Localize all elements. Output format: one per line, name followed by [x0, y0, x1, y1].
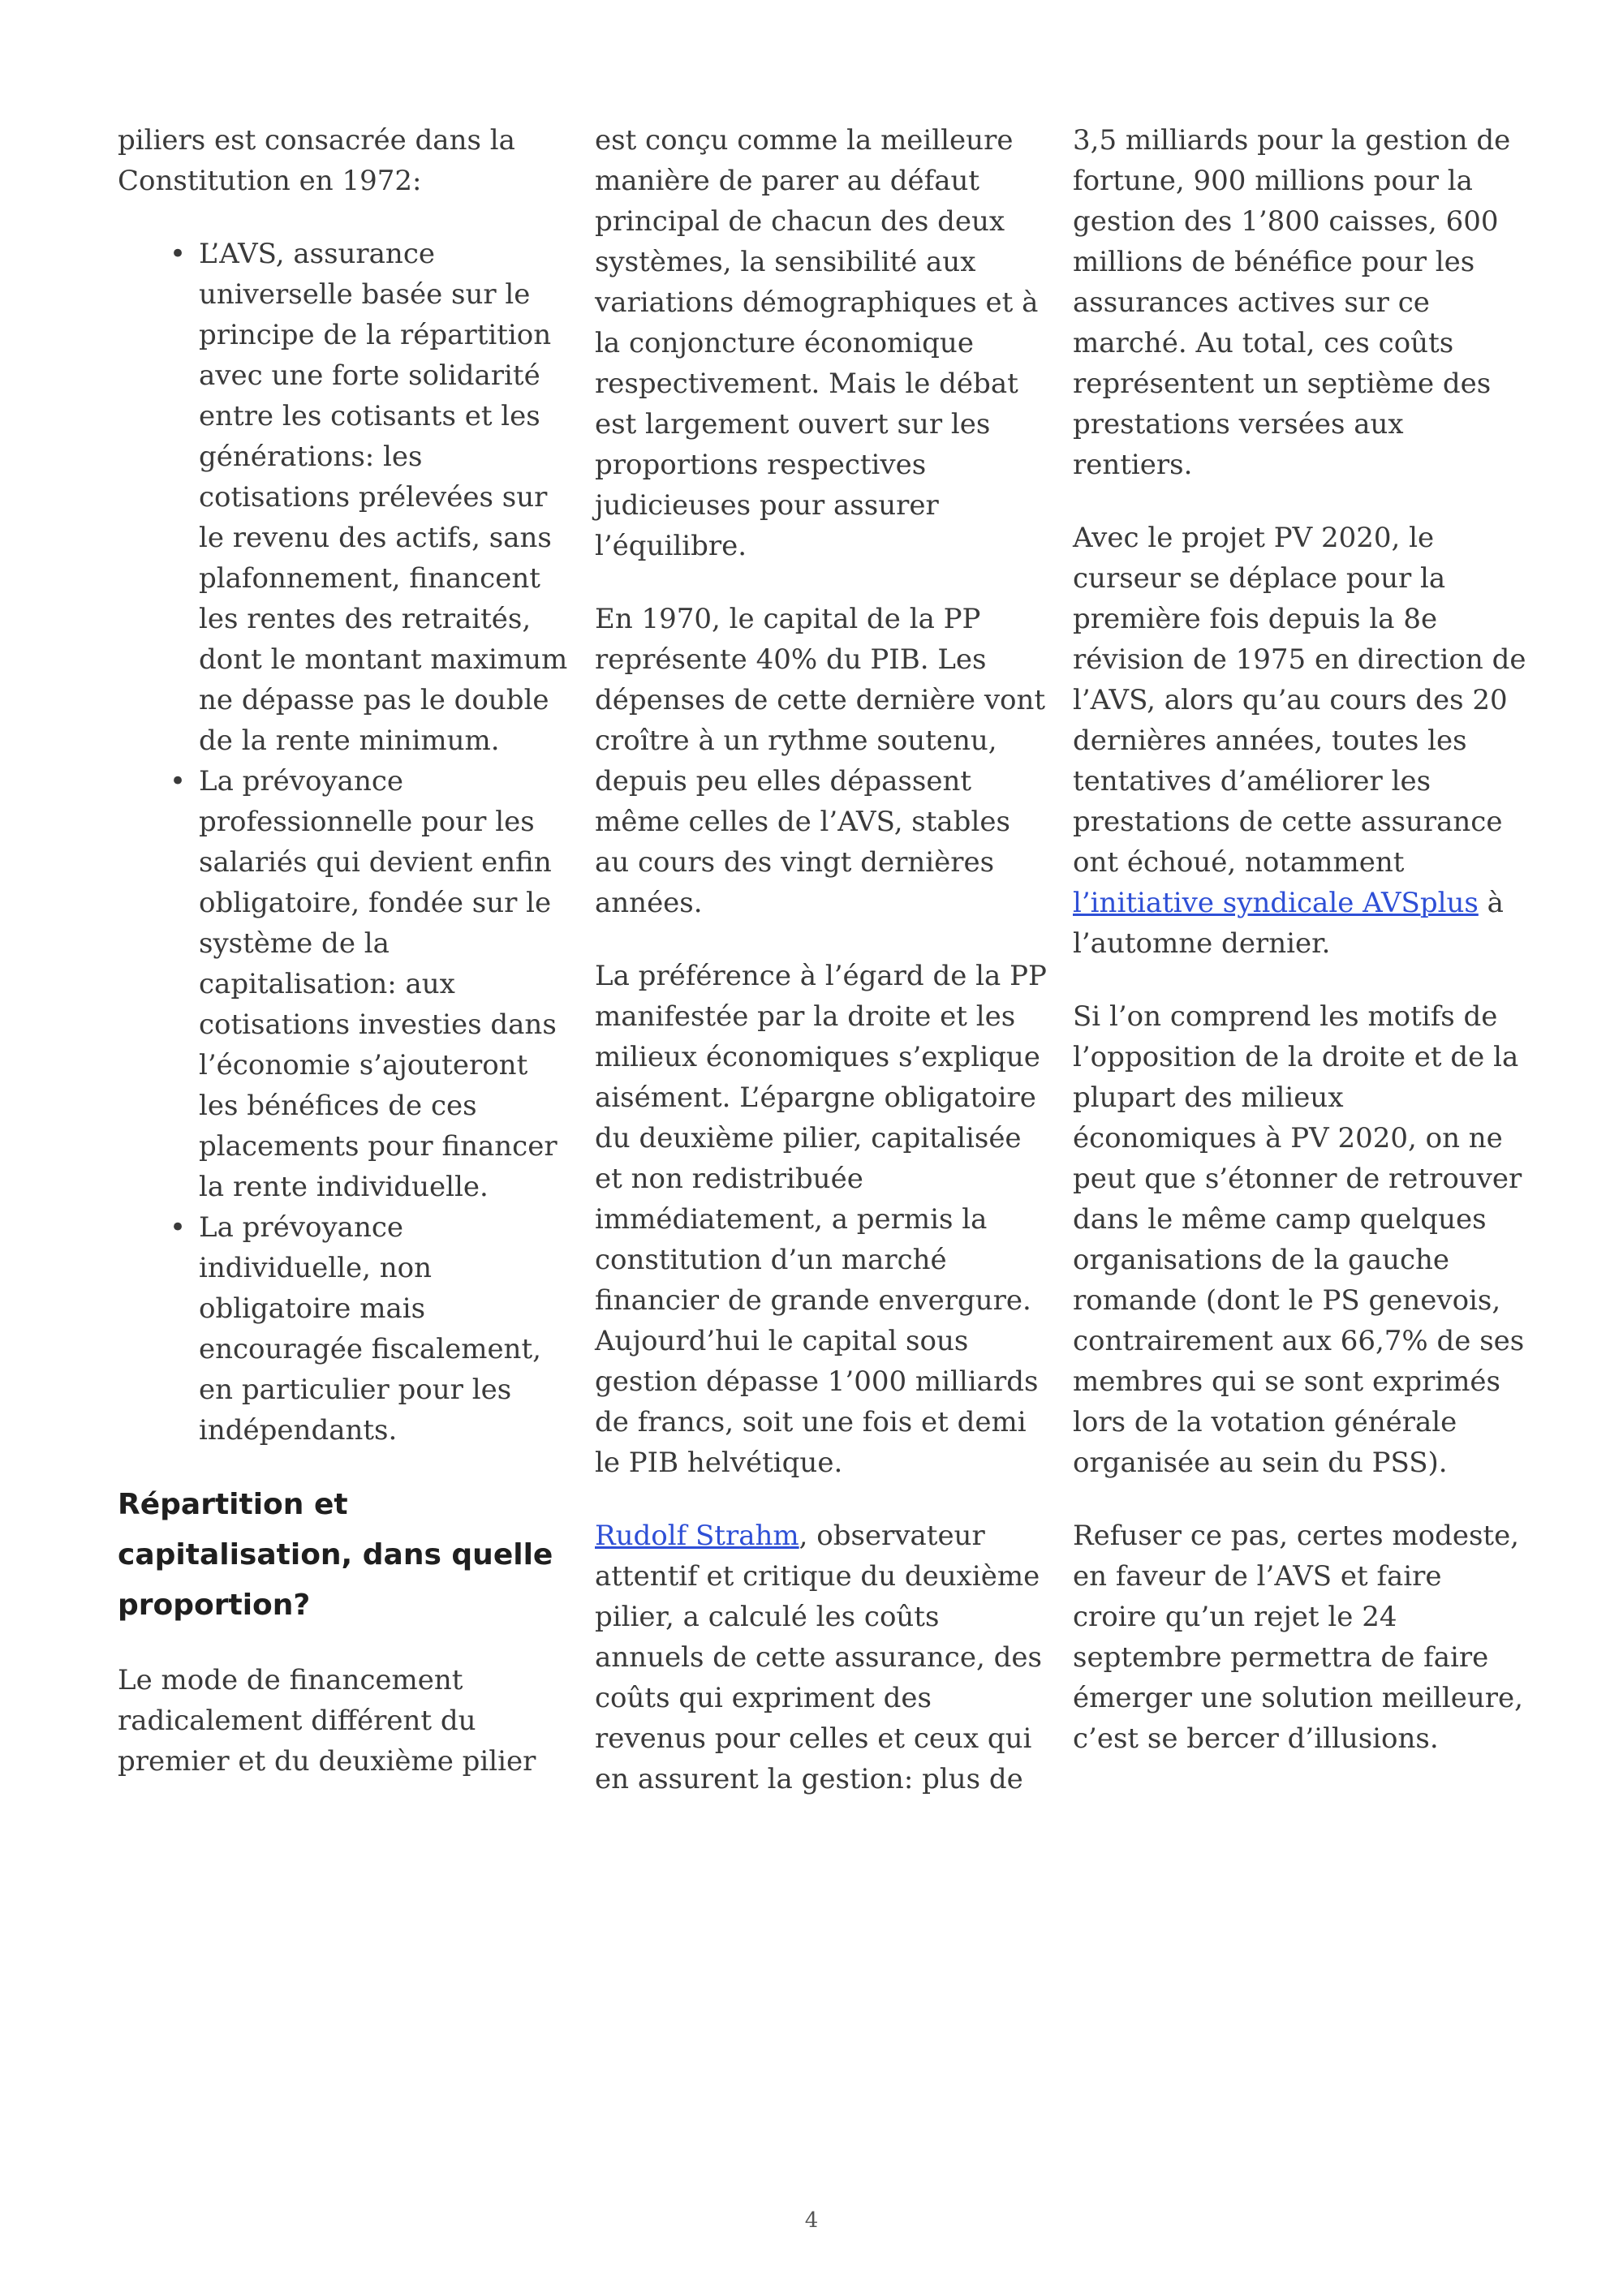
list-item-prevoyance-individuelle: • La prévoyance individuelle, non obligatoire mais encouragée fiscalement, en particulier pour les indépendants. — [199, 1207, 572, 1451]
column-2 — [595, 120, 1049, 1799]
intro-paragraph: piliers est consacrée dans la Constitution en 1972: — [118, 124, 515, 197]
paragraph-opposition: Si l’on comprend les motifs de l’opposition de la droite et de la plupart des milieux économiques à PV 2020, on ne peut que s’étonner de retrouver dans le même camp quelques organisations de la gauche romande (dont le PS genevois, contrairement aux 66,7% de ses membres qui se sont exprimés lors de la votation générale organisée au sein du PSS). — [1073, 1000, 1525, 1479]
avsplus-initiative-link[interactable]: l’initiative syndicale AVSplus — [1073, 887, 1479, 919]
paragraph-pv2020 — [1073, 518, 1527, 964]
column-1 — [118, 120, 572, 1782]
rudolf-strahm-link[interactable]: Rudolf Strahm — [595, 1520, 799, 1552]
paragraph-preference-pp: La préférence à l’égard de la PP manifestée par la droite et les milieux économiques s’explique aisément. L’épargne obligatoire du deuxième pilier, capitalisée et non redistribuée immédiatement, a permis la constitution d’un marché financier de grande envergure. Aujourd’hui le capital sous gestion dépasse 1’000 milliards de francs, soit une fois et demi le PIB helvétique. — [595, 960, 1047, 1479]
list-item-prevoyance-professionnelle: • La prévoyance professionnelle pour les salariés qui devient enfin obligatoire, fondée sur le système de la capitalisation: aux cotisations investies dans l’économie s’ajouteront les bénéfices de ces placements pour financer la rente individuelle. — [199, 761, 572, 1207]
paragraph-couts: 3,5 milliards pour la gestion de fortune, 900 millions pour la gestion des 1’800 caisses, 600 millions de bénéfice pour les assurances actives sur ce marché. Au total, ces coûts représentent un septième des prestations versées aux rentiers. — [1073, 124, 1511, 481]
page-number: 4 — [804, 2208, 819, 2233]
paragraph-pv2020-text-end: à l’automne dernier. — [1073, 887, 1504, 960]
paragraph-conclusion: Refuser ce pas, certes modeste, en faveur de l’AVS et faire croire qu’un rejet le 24 septembre permettra de faire émerger une solution meilleure, c’est se bercer d’illusions. — [1073, 1520, 1523, 1755]
section-heading: Répartition et capitalisation, dans quelle proportion? — [118, 1488, 553, 1622]
paragraph-capital-1970: En 1970, le capital de la PP représente 40% du PIB. Les dépenses de cette dernière vont croître à un rythme soutenu, depuis peu elles dépassent même celles de l’AVS, stables au cours des vingt dernières années. — [595, 603, 1046, 919]
pillars-list — [118, 234, 572, 1451]
paragraph-strahm — [595, 1516, 1049, 1799]
paragraph-conception: est conçu comme la meilleure manière de parer au défaut principal de chacun des deux systèmes, la sensibilité aux variations démographiques et à la conjoncture économique respectivement. Mais le débat est largement ouvert sur les proportions respectives judicieuses pour assurer l’équilibre. — [595, 124, 1039, 562]
paragraph-financement: Le mode de financement radicalement différent du premier et du deuxième pilier — [118, 1664, 536, 1778]
column-3 — [1073, 120, 1527, 1759]
list-item-avs: • L’AVS, assurance universelle basée sur le principe de la répartition avec une forte solidarité entre les cotisants et les générations: les cotisations prélevées sur le revenu des actifs, sans plafonnement, financent les rentes des retraités, dont le montant maximum ne dépasse pas le double de la rente minimum. — [199, 234, 572, 761]
paragraph-pv2020-text-start: Avec le projet PV 2020, le curseur se déplace pour la première fois depuis la 8e révision de 1975 en direction de l’AVS, alors qu’au cours des 20 dernières années, toutes les tentatives d’améliorer les prestations de cette assurance ont échoué, notamment — [1073, 522, 1526, 879]
paragraph-strahm-text: , observateur attentif et critique du deuxième pilier, a calculé les coûts annuels de cette assurance, des coûts qui expriment des revenus pour celles et ceux qui en assurent la gestion: plus de — [595, 1520, 1042, 1795]
